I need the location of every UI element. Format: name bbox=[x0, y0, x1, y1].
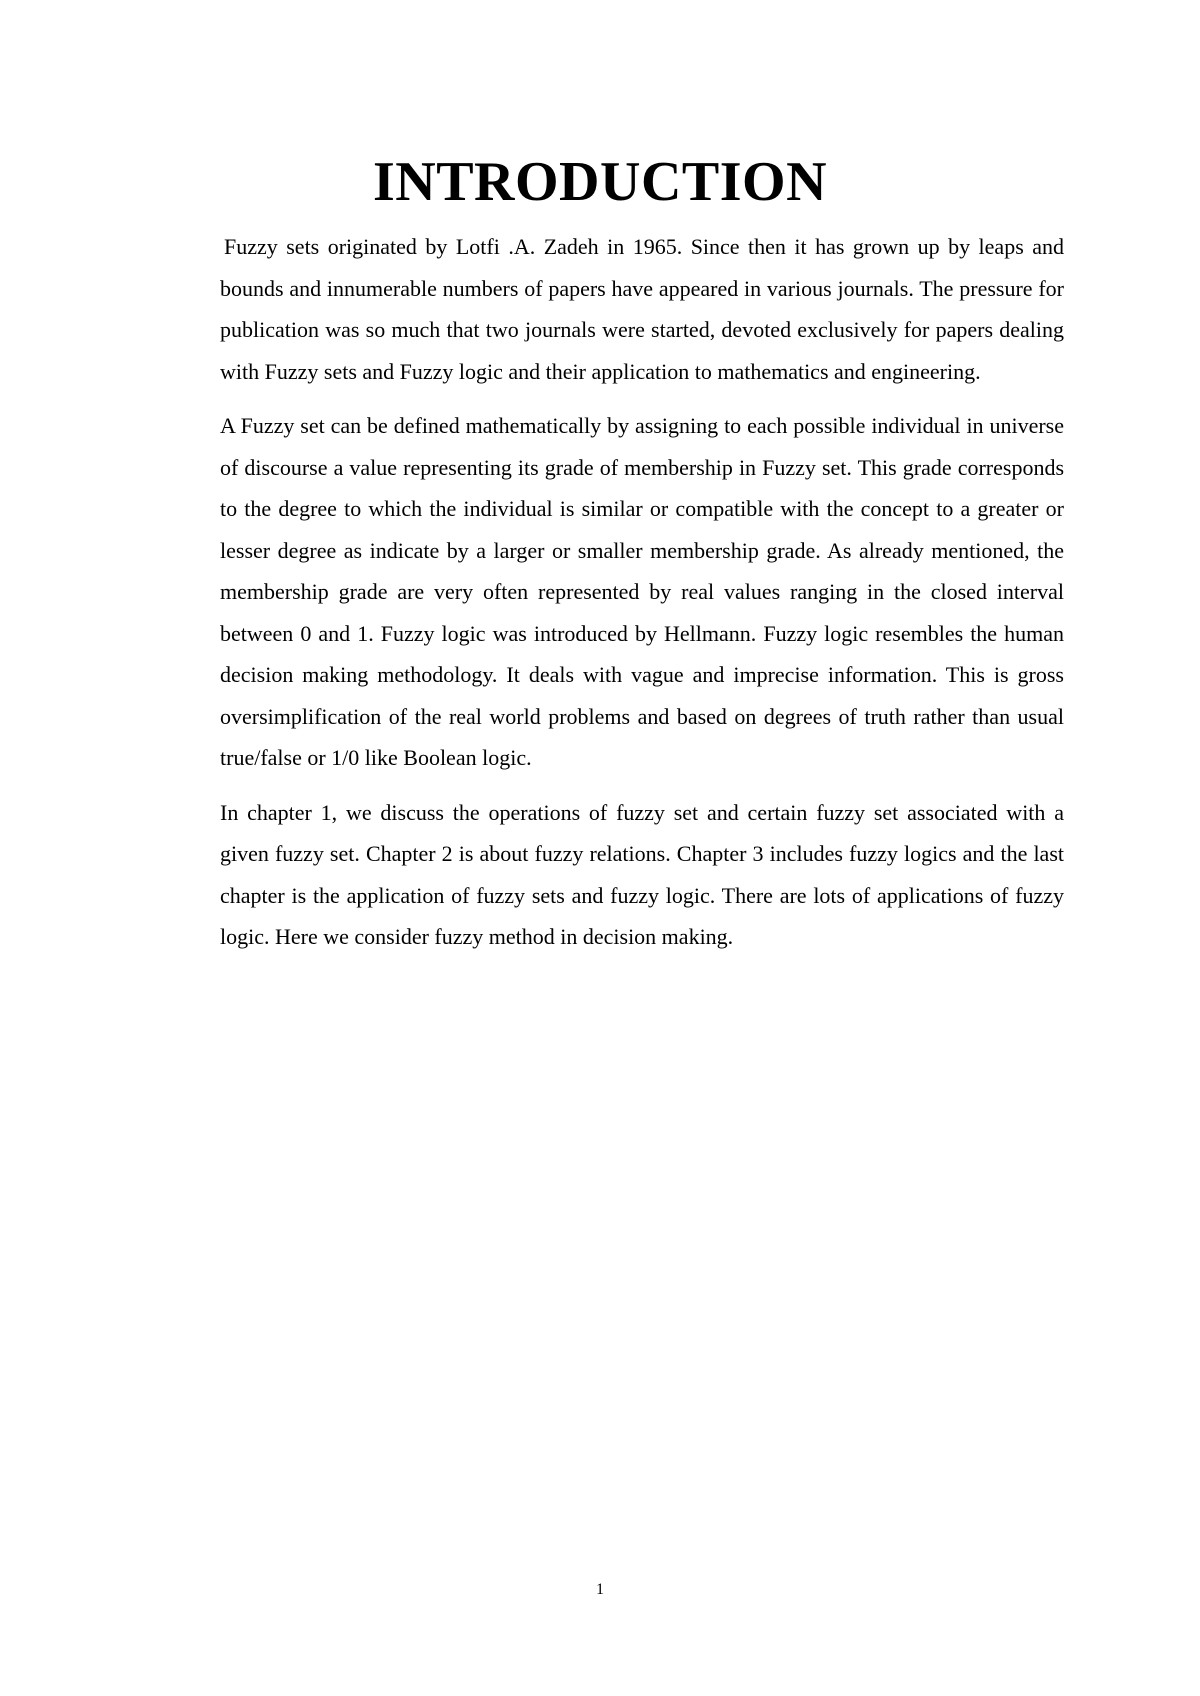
page-title: INTRODUCTION bbox=[372, 151, 828, 213]
page-number: 1 bbox=[596, 1581, 604, 1598]
document-body bbox=[220, 226, 1064, 971]
paragraph-chapters: In chapter 1, we discuss the operations of fuzzy set and certain fuzzy set associated with a given fuzzy set. Chapter 2 is about fuzzy relations. Chapter 3 includes fuzzy logics and the last chapter is the application of fuzzy sets and fuzzy logic. There are lots of applications of fuzzy logic. Here we consider fuzzy method in decision making. bbox=[220, 799, 1064, 949]
paragraph-definition: A Fuzzy set can be defined mathematically by assigning to each possible individual in universe of discourse a value representing its grade of membership in Fuzzy set. This grade corresponds to the degree to which the individual is similar or compatible with the concept to a greater or lesser degree as indicate by a larger or smaller membership grade. As already mentioned, the membership grade are very often represented by real values ranging in the closed interval between 0 and 1. Fuzzy logic was introduced by Hellmann. Fuzzy logic resembles the human decision making methodology. It deals with vague and imprecise information. This is gross oversimplification of the real world problems and based on degrees of truth rather than usual true/false or 1/0 like Boolean logic. bbox=[220, 413, 1064, 770]
paragraph-intro: Fuzzy sets originated by Lotfi .A. Zadeh in 1965. Since then it has grown up by leaps and bounds and innumerable numbers of papers have appeared in various journals. The pressure for publication was so much that two journals were started, devoted exclusively for papers dealing with Fuzzy sets and Fuzzy logic and their application to mathematics and engineering. bbox=[220, 234, 1064, 384]
